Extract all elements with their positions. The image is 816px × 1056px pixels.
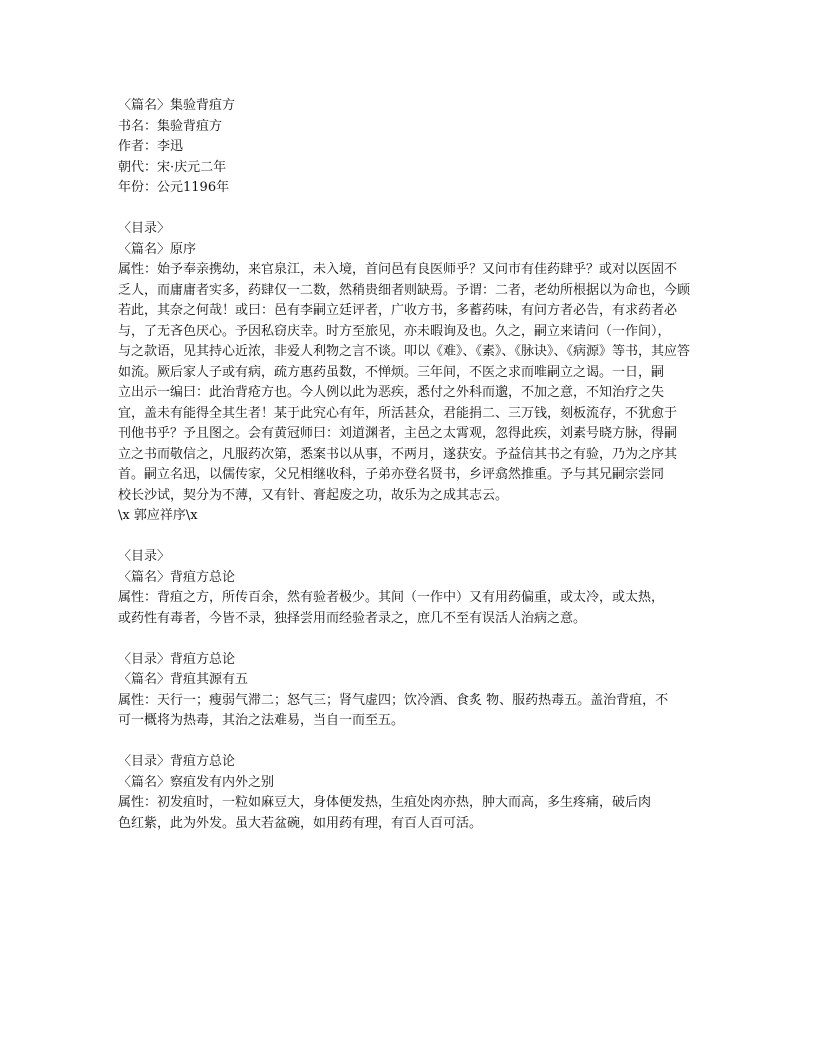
- zuo-zhe-line: 作者：李迅: [118, 139, 184, 154]
- body-line: 首。嗣立名迅，以儒传家，父兄相继收科，子弟亦登名贤书，乡评翕然推重。予与其兄嗣宗尝同: [118, 467, 665, 482]
- body-line: 刊他书乎？予且图之。会有黄冠师曰：刘道渊者，主邑之太霄观，忽得此疾，刘素号晓方脉，得嗣: [118, 426, 678, 441]
- body-line: 若此，其奈之何哉！或曰：邑有李嗣立廷评者，广收方书，多蓄药味，有问方者必告，有求药者必: [118, 303, 678, 318]
- body-line: 可一概将为热毒，其治之法难易，当自一而至五。: [118, 713, 405, 728]
- header-block: [118, 96, 706, 199]
- body-line: 色红紫，此为外发。虽大若盆碗，如用药有理，有百人百可活。: [118, 815, 483, 831]
- chao-dai-line: 朝代：宋·庆元二年: [118, 159, 227, 175]
- spacer: [118, 732, 706, 753]
- spacer: [118, 527, 706, 548]
- body-line: 立出示一编曰：此治背疮方也。今人例以此为恶疾，悉付之外科而邈，不加之意，不知治疗之失: [118, 385, 665, 400]
- spacer: [118, 629, 706, 650]
- body-line: 与，了无吝色厌心。予因私窃庆幸。时方至旅见，亦未暇询及也。久之，嗣立来请问（一作间），: [118, 323, 671, 339]
- body-line: 与之款语，见其持心近浓，非爱人利物之言不谈。叩以《难》、《素》、《脉诀》、《病源》等书，其应答: [118, 344, 691, 359]
- body-line: 属性：始予奉亲携幼，来官泉江，未入境，首问邑有良医师乎？又问市有佳药肆乎？或对以医固不: [118, 262, 678, 277]
- section-five-origins: [118, 650, 706, 732]
- nian-fen-line: 年份：公元1196年: [118, 180, 230, 195]
- mulu-line: 〈目录〉背疽方总论: [118, 651, 236, 667]
- section-overview: [118, 547, 706, 629]
- pian-line: 〈篇名〉背疽方总论: [118, 569, 236, 585]
- body-line: 立之书而敬信之，凡服药次第，悉案书以从事，不两月，遂获安。予益信其书之有验，乃为之序其: [118, 446, 678, 462]
- pian-line: 〈篇名〉原序: [118, 241, 197, 257]
- section-preface: [118, 219, 706, 527]
- body-line: 属性：天行一；瘦弱气滞二；怒气三；肾气虚四；饮冷酒、食炙 物、服药热毒五。盖治背疽，不: [118, 692, 669, 708]
- body-line: 属性：初发疽时，一粒如麻豆大，身体便发热，生疽处肉亦热，肿大而高，多生疼痛，破后肉: [118, 795, 652, 810]
- signature-line: \x 郭应祥序\x: [118, 508, 198, 523]
- body-line: 乏人，而庸庸者实多，药肆仅一二数，然稍贵细者则缺焉。予谓：二者，老幼所根据以为命也，今顾: [118, 282, 691, 298]
- body-line: 如流。厥后家人子或有病，疏方惠药虽数，不惮烦。三年间，不医之求而唯嗣立之谒。一日，嗣: [118, 364, 665, 380]
- shu-ming-line: 书名：集验背疽方: [118, 118, 223, 134]
- mulu-line: 〈目录〉: [118, 221, 171, 236]
- pian-line: 〈篇名〉察疽发有内外之别: [118, 774, 275, 790]
- body-line: 宜，盖未有能得全其生者！某于此究心有年，所活甚众，君能捐二、三万钱，刻板流存，不犹愈于: [118, 405, 678, 421]
- body-line: 或药性有毒者，今皆不录，独择尝用而经验者录之，庶几不至有误活人治病之意。: [118, 610, 587, 626]
- body-line: 属性：背疽之方，所传百余，然有验者极少。其间（一作中）又有用药偏重，或太冷，或太热，: [118, 590, 665, 605]
- mulu-line: 〈目录〉: [118, 549, 171, 564]
- spacer: [118, 199, 706, 220]
- mulu-line: 〈目录〉背疽方总论: [118, 754, 236, 769]
- pian-ming-line: 〈篇名〉集验背疽方: [118, 98, 236, 113]
- section-inner-outer: [118, 752, 706, 834]
- pian-line: 〈篇名〉背疽其源有五: [118, 672, 249, 687]
- body-line: 校长沙试，契分为不薄，又有针、膏起废之功，故乐为之成其志云。: [118, 487, 509, 503]
